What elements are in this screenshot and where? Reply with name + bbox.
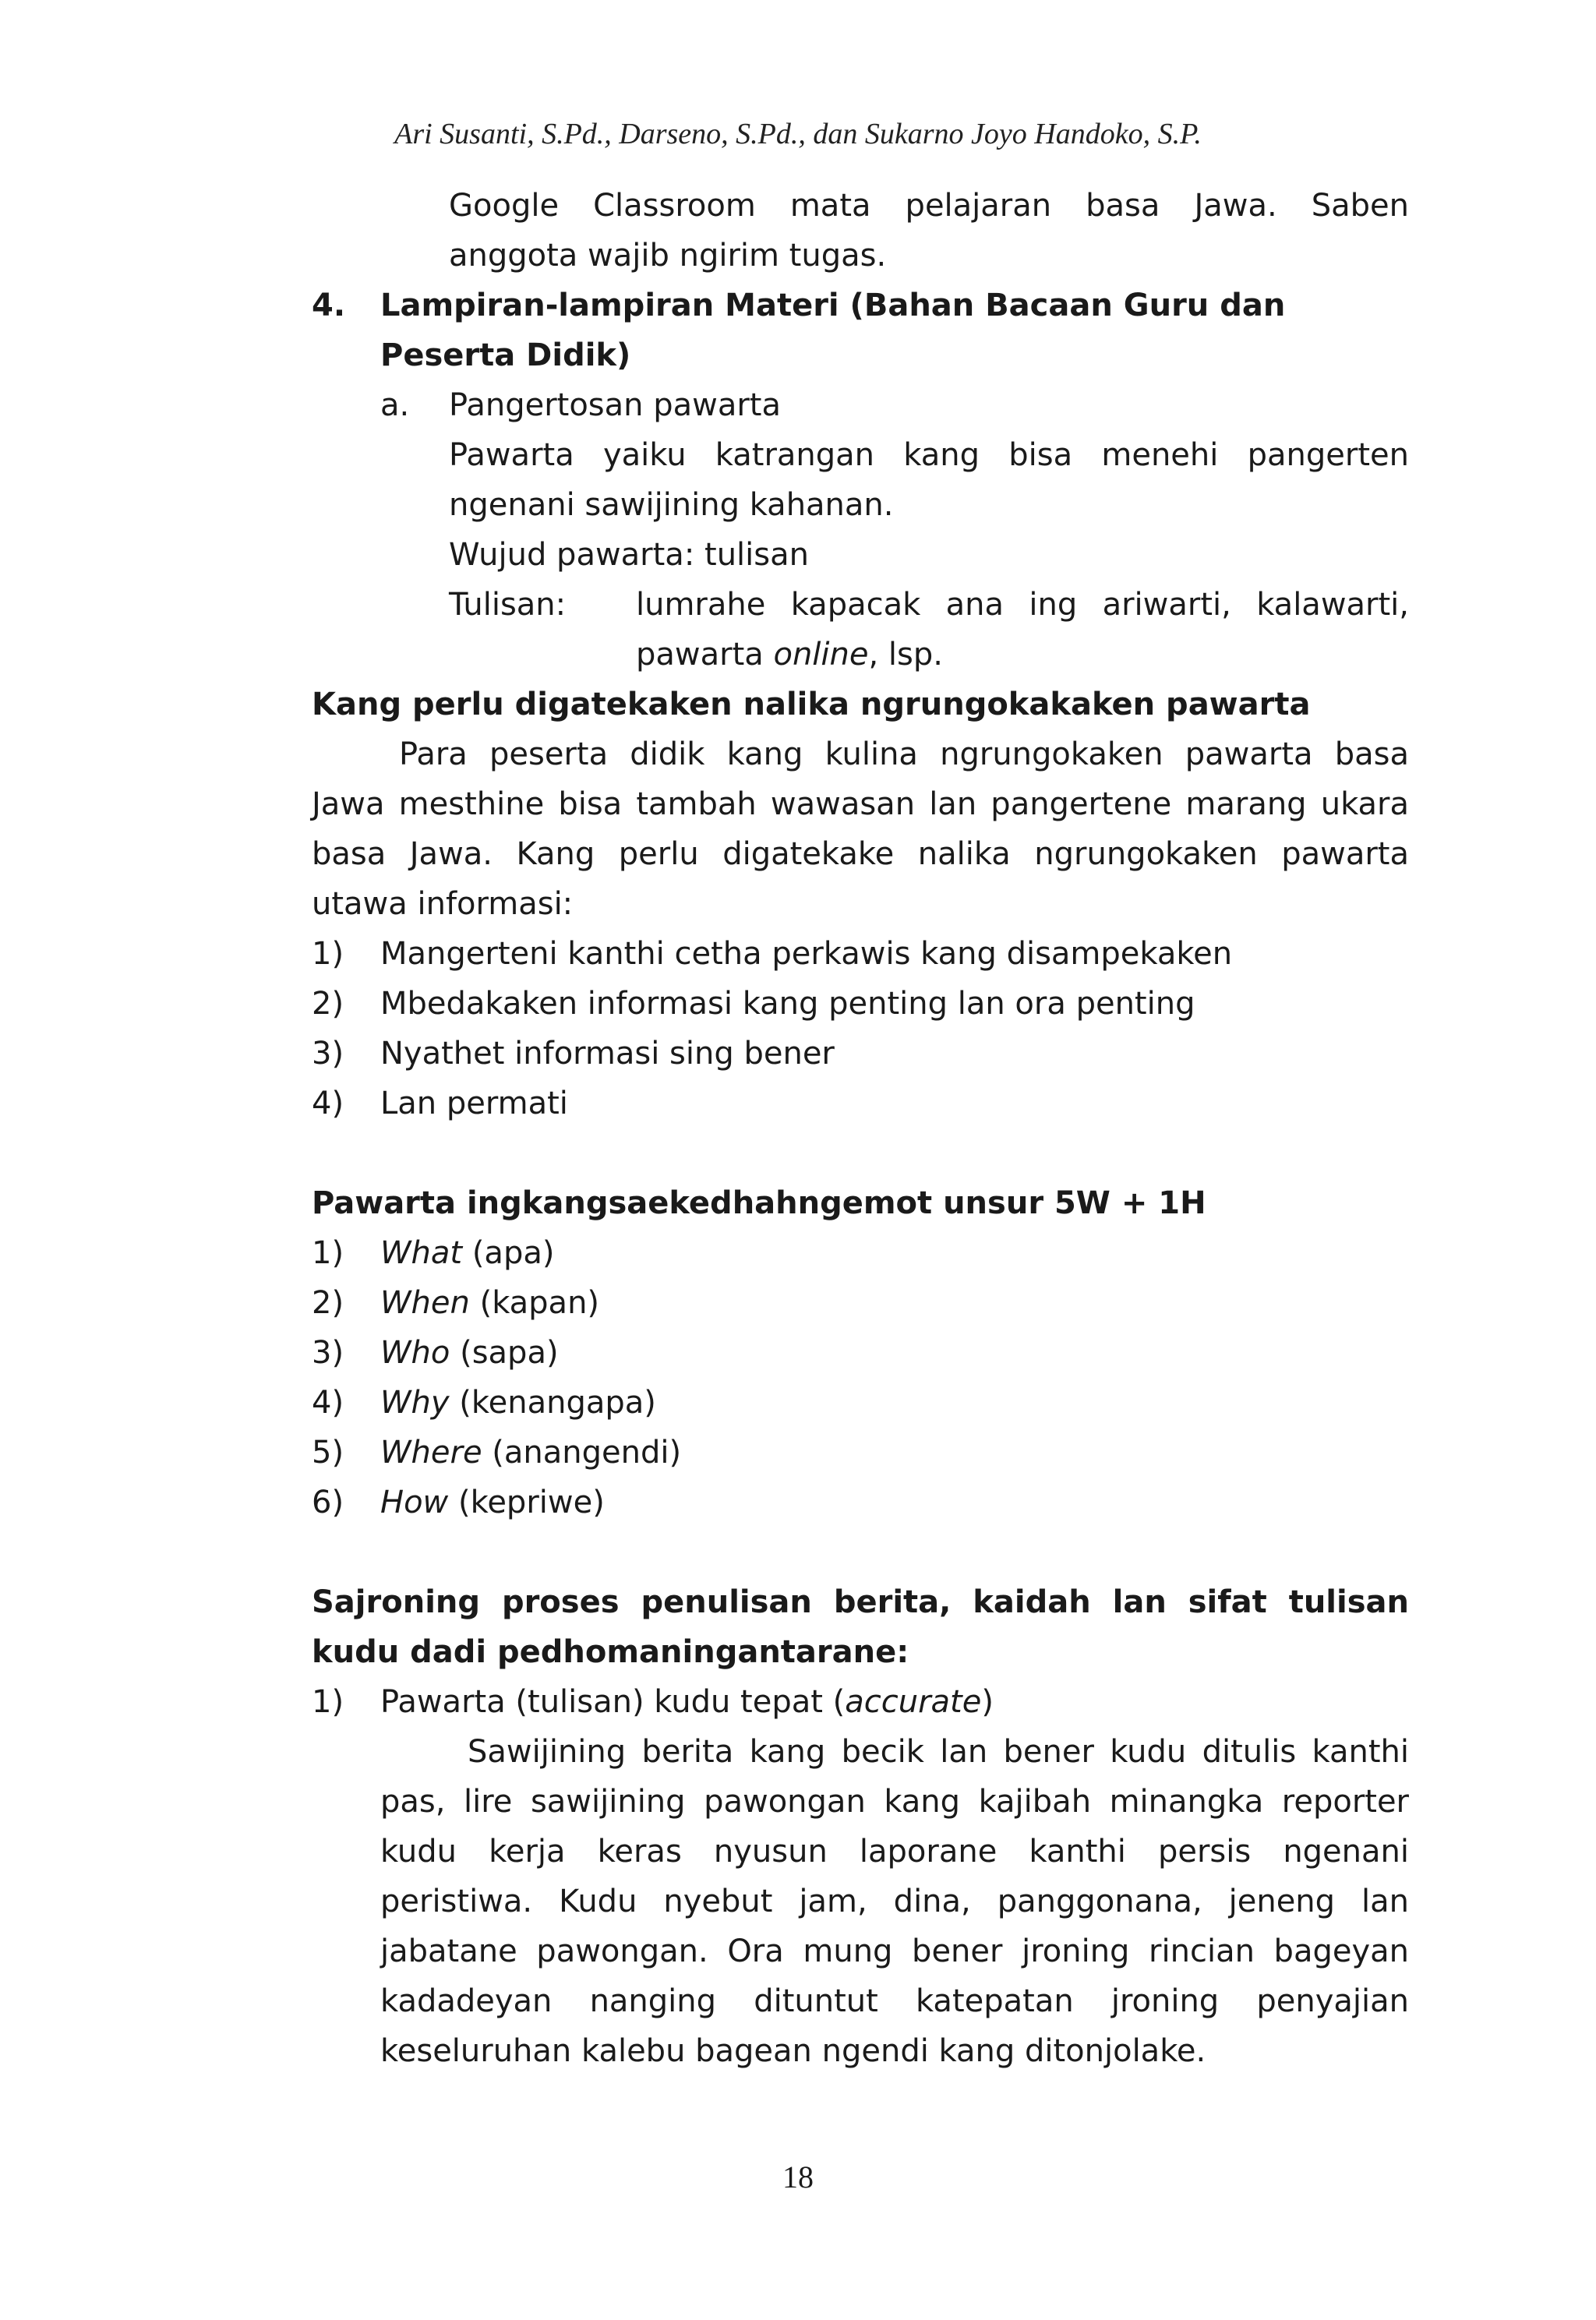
spacer xyxy=(312,1128,1409,1178)
tulisan-line-2-italic: online xyxy=(773,637,869,673)
definition-line-2: ngenani sawijining kahanan. xyxy=(449,487,894,523)
list-text: Nyathet informasi sing bener xyxy=(380,1036,835,1072)
accurate-rule-title xyxy=(380,1677,1409,1727)
list-gloss: (kenangapa) xyxy=(449,1385,656,1421)
section-4-number: 4. xyxy=(312,288,346,323)
heading-listening: Kang perlu digatekaken nalika ngrungokakaken pawarta xyxy=(312,687,1311,722)
tulisan-line-2-post: , lsp. xyxy=(868,637,943,673)
list-number: 4) xyxy=(312,1385,344,1421)
list-gloss: (sapa) xyxy=(450,1335,559,1371)
wujud-line: Wujud pawarta: tulisan xyxy=(449,537,809,573)
running-header: Ari Susanti, S.Pd., Darseno, S.Pd., dan Sukarno Joyo Handoko, S.P. xyxy=(394,118,1202,150)
paragraph-2-line: Sawijining berita kang becik lan bener kudu ditulis kanthi xyxy=(468,1734,1409,1770)
accurate-rule-post: ) xyxy=(981,1684,994,1720)
list-term: How xyxy=(380,1485,449,1520)
list-number: 4) xyxy=(312,1086,344,1121)
paragraph-2-line: jabatane pawongan. Ora mung bener jroning rincian bageyan xyxy=(380,1933,1409,1969)
paragraph-2-line: kadadeyan nanging dituntut katepatan jroning penyajian xyxy=(380,1983,1409,2019)
list-gloss: (kapan) xyxy=(469,1285,600,1321)
list-item xyxy=(312,1228,1409,1278)
list-item xyxy=(312,1029,1409,1079)
subsection-a-title: Pangertosan pawarta xyxy=(449,387,781,423)
list-gloss: (anangendi) xyxy=(482,1435,682,1471)
list-number: 3) xyxy=(312,1335,344,1371)
list-number: 1) xyxy=(312,936,344,972)
tulisan-line-2-pre: pawarta xyxy=(636,637,774,673)
paragraph-2-line: pas, lire sawijining pawongan kang kajibah minangka reporter xyxy=(380,1784,1409,1820)
list-number: 1) xyxy=(312,1235,344,1271)
paragraph-1-line-4: utawa informasi: xyxy=(312,886,574,922)
heading-5w1h: Pawarta ingkangsaekedhahngemot unsur 5W + 1H xyxy=(312,1185,1206,1221)
page-number: 18 xyxy=(782,2159,814,2195)
list-item xyxy=(312,1428,1409,1478)
tulisan-block xyxy=(312,580,1409,680)
tulisan-label: Tulisan: xyxy=(449,587,567,623)
section-4-title-line-1: Lampiran-lampiran Materi (Bahan Bacaan Guru dan xyxy=(380,288,1286,323)
continuation-line-1: Google Classroom mata pelajaran basa Jawa. Saben xyxy=(449,188,1409,224)
accurate-rule-italic: accurate xyxy=(845,1684,982,1720)
list-number: 2) xyxy=(312,1285,344,1321)
accurate-rule-pre: Pawarta (tulisan) kudu tepat ( xyxy=(380,1684,846,1720)
list-item xyxy=(312,1278,1409,1328)
paragraph-1-line-2: Jawa mesthine bisa tambah wawasan lan pangertene marang ukara xyxy=(312,786,1409,822)
subsection-a-label: a. xyxy=(380,387,410,423)
list-item xyxy=(312,979,1409,1029)
paragraph-2-line: keseluruhan kalebu bagean ngendi kang ditonjolake. xyxy=(380,2033,1206,2069)
list-number: 6) xyxy=(312,1485,344,1520)
list-term: Why xyxy=(380,1385,450,1421)
page-body xyxy=(312,181,1409,2076)
list-number: 2) xyxy=(312,986,344,1022)
list-item xyxy=(312,929,1409,979)
list-number: 5) xyxy=(312,1435,344,1471)
list-term: What xyxy=(380,1235,463,1271)
section-4-title-line-2: Peserta Didik) xyxy=(380,337,631,373)
continuation-line-2: anggota wajib ngirim tugas. xyxy=(449,238,887,274)
subsection-a-heading xyxy=(312,380,1409,430)
list-gloss: (apa) xyxy=(462,1235,555,1271)
list-gloss: (kepriwe) xyxy=(448,1485,605,1520)
list-number: 3) xyxy=(312,1036,344,1072)
list-item xyxy=(312,1378,1409,1428)
spacer xyxy=(312,1527,1409,1577)
list-term: Where xyxy=(380,1435,482,1471)
list-item xyxy=(312,1328,1409,1378)
paragraph-1-line-1: Para peserta didik kang kulina ngrungokaken pawarta basa xyxy=(399,736,1409,772)
list-term: Who xyxy=(380,1335,450,1371)
list-number: 1) xyxy=(312,1684,344,1720)
section-4-heading xyxy=(312,281,1409,380)
list-text: Mbedakaken informasi kang penting lan ora penting xyxy=(380,986,1195,1022)
tulisan-line-1: lumrahe kapacak ana ing ariwarti, kalawarti, xyxy=(636,587,1409,623)
paragraph-2-line: kudu kerja keras nyusun laporane kanthi persis ngenani xyxy=(380,1834,1409,1870)
list-item xyxy=(312,1677,1409,2076)
list-text: Lan permati xyxy=(380,1086,568,1121)
paragraph-2-line: peristiwa. Kudu nyebut jam, dina, panggonana, jeneng lan xyxy=(380,1884,1409,1919)
paragraph-1-line-3: basa Jawa. Kang perlu digatekake nalika ngrungokaken pawarta xyxy=(312,836,1409,872)
definition-line-1: Pawarta yaiku katrangan kang bisa menehi pangerten xyxy=(449,437,1409,473)
list-term: When xyxy=(380,1285,470,1321)
tulisan-line-2 xyxy=(636,630,1409,680)
heading-writing-rules-line-1: Sajroning proses penulisan berita, kaidah lan sifat tulisan xyxy=(312,1584,1409,1620)
list-item xyxy=(312,1478,1409,1527)
list-item xyxy=(312,1079,1409,1128)
list-text: Mangerteni kanthi cetha perkawis kang disampekaken xyxy=(380,936,1233,972)
heading-writing-rules-line-2: kudu dadi pedhomaningantarane: xyxy=(312,1634,909,1670)
